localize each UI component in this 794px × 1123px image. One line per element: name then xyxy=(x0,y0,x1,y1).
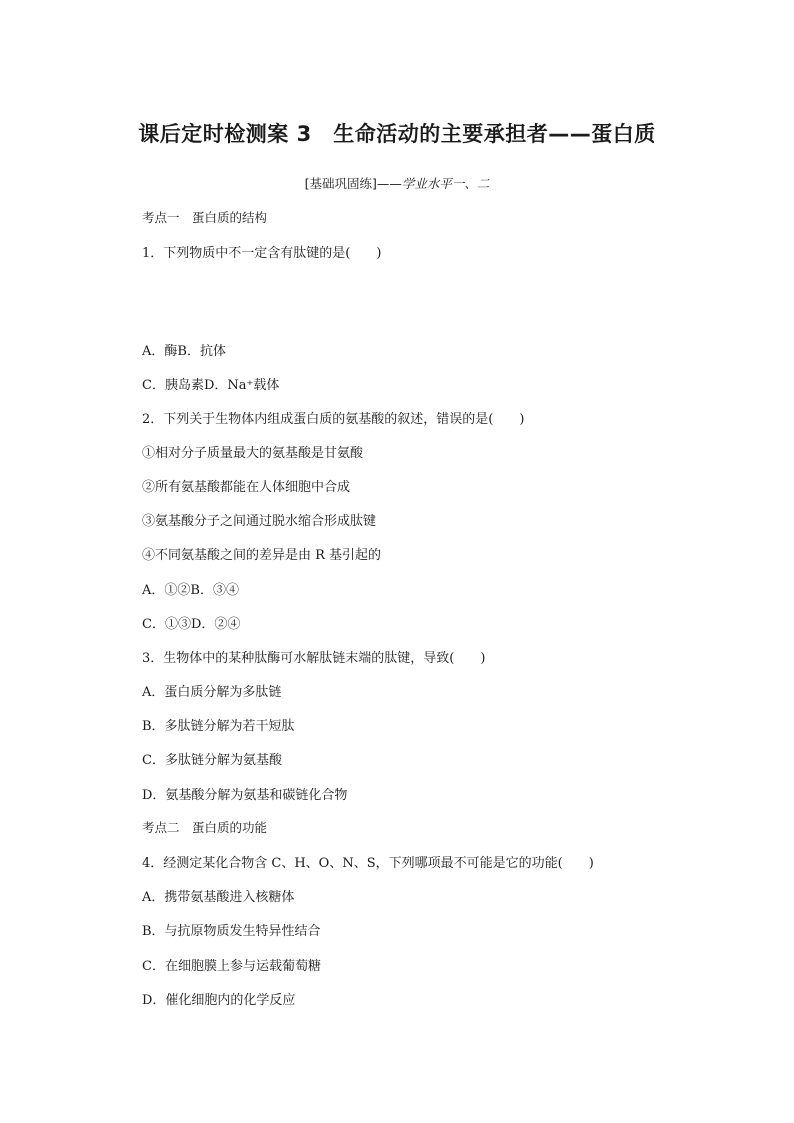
question-4-option-c: C．在细胞膜上参与运载葡萄糖 xyxy=(142,959,321,974)
subtitle-tag: [基础巩固练]—— xyxy=(304,176,402,191)
page-subtitle xyxy=(0,174,794,192)
question-1-options-cd: C．胰岛素D．Na⁺载体 xyxy=(142,378,280,393)
question-1-options-ab: A．酶B．抗体 xyxy=(142,344,226,359)
question-2-statement-3: ③氨基酸分子之间通过脱水缩合形成肽键 xyxy=(142,514,377,529)
question-3-stem: 3．生物体中的某种肽酶可水解肽链末端的肽键，导致( ) xyxy=(142,651,486,666)
question-2-statement-1: ①相对分子质量最大的氨基酸是甘氨酸 xyxy=(142,446,364,461)
question-4-option-d: D．催化细胞内的化学反应 xyxy=(142,993,296,1008)
question-2-statement-2: ②所有氨基酸都能在人体细胞中合成 xyxy=(142,480,351,495)
question-3-option-b: B．多肽链分解为若干短肽 xyxy=(142,719,295,734)
question-2-stem: 2．下列关于生物体内组成蛋白质的氨基酸的叙述，错误的是( ) xyxy=(142,412,525,427)
question-2-statement-4: ④不同氨基酸之间的差异是由 R 基引起的 xyxy=(142,548,382,563)
question-2-options-ab: A．①②B．③④ xyxy=(142,583,239,598)
question-4-stem: 4．经测定某化合物含 C、H、O、N、S，下列哪项最不可能是它的功能( ) xyxy=(142,856,594,871)
question-4-option-b: B．与抗原物质发生特异性结合 xyxy=(142,924,321,939)
page-title: 课后定时检测案 3 生命活动的主要承担者——蛋白质 xyxy=(138,122,656,146)
subtitle-level: 学业水平一、二 xyxy=(401,176,490,191)
section-heading-function: 考点二 蛋白质的功能 xyxy=(142,820,268,835)
question-3-option-c: C．多肽链分解为氨基酸 xyxy=(142,753,282,768)
question-3-option-a: A．蛋白质分解为多肽链 xyxy=(142,685,282,700)
question-3-option-d: D．氨基酸分解为氨基和碳链化合物 xyxy=(142,788,348,803)
question-2-options-cd: C．①③D．②④ xyxy=(142,617,241,632)
question-4-option-a: A．携带氨基酸进入核糖体 xyxy=(142,890,295,905)
question-1-stem: 1．下列物质中不一定含有肽键的是( ) xyxy=(142,246,382,261)
section-heading-structure: 考点一 蛋白质的结构 xyxy=(142,210,268,225)
